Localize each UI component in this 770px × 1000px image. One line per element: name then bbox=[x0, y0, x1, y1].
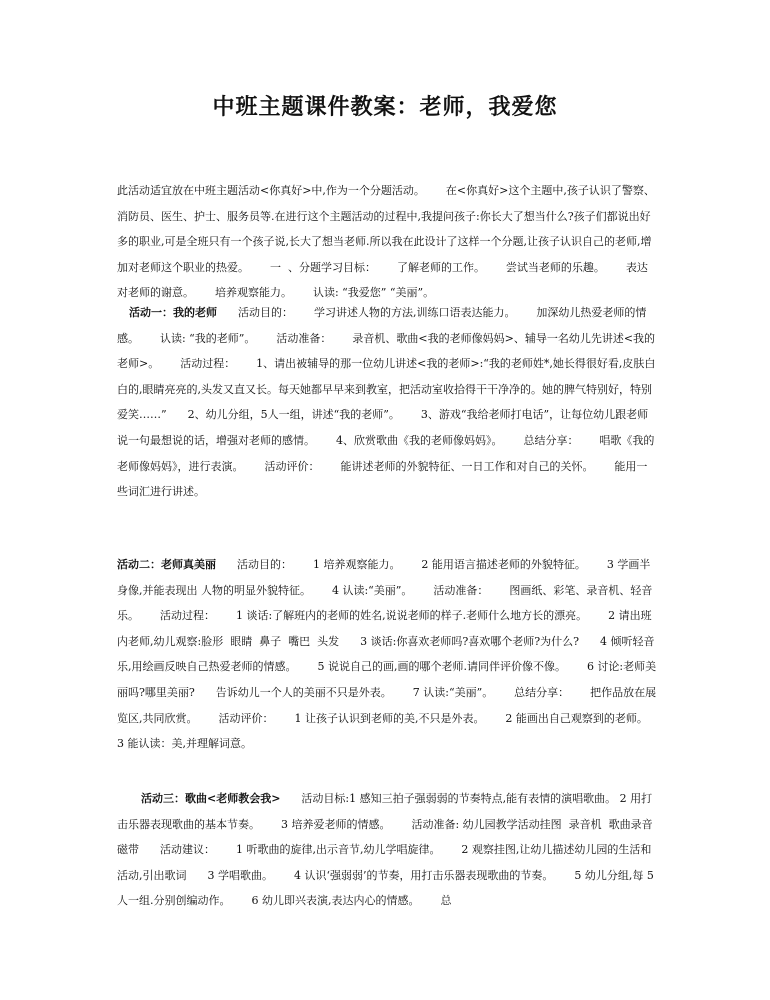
intro-text: 此活动适宜放在中班主题活动<你真好>中,作为一个分题活动。 在<你真好>这个主题中,孩子认识了警察、消防员、医生、护士、服务员等.在进行这个主题活动的过程中,我提问孩子:你长大了想当什么?孩子们都说出好多的职业,可是全班只有一个孩子说,长大了想当老师.所以我在此设计了这样一个分题,让孩子认识自己的老师,增加对老师这个职业的热爱。 一 、分题学习目标： 了解老师的工作。 尝试当老师的乐趣。 表达对老师的谢意。 培养观察能力。 认读: “我爱您” “美丽”。 bbox=[117, 184, 655, 300]
activity-two-paragraph bbox=[117, 552, 669, 757]
activity-three-text: 活动目标:1 感知三拍子强弱弱的节奏特点,能有表情的演唱歌曲。 2 用打击乐器表现歌曲的基本节奏。 3 培养爱老师的情感。 活动准备: 幼儿园教学活动挂图 录音机 歌曲录音磁带 活动建议： 1 听歌曲的旋律,出示音节,幼儿学唱旋律。 2 观察挂图,让幼儿描述幼儿园的生活和活动,引出歌词 3 学唱歌曲。 4 认识‘强弱弱’的节奏，用打击乐器表现歌曲的节奏。 5 幼儿分组,每 5 人一组.分别创编动作。 6 幼儿即兴表演,表达内心的情感。 总 bbox=[117, 792, 658, 908]
activity-one-heading: 活动一：我的老师 bbox=[129, 306, 217, 319]
intro-paragraph bbox=[117, 178, 657, 306]
activity-three-heading: 活动三：歌曲<老师教会我> bbox=[141, 792, 281, 805]
activity-one-paragraph bbox=[117, 300, 657, 505]
activity-two-heading: 活动二：老师真美丽 bbox=[117, 558, 216, 571]
activity-one-text: 活动目的： 学习讲述人物的方法,训练口语表达能力。 加深幼儿热爱老师的情感。 认读: “我的老师”。 活动准备： 录音机、歌曲<我的老师像妈妈>、辅导一名幼儿先讲述<我的老师>。 活动过程： 1、请出被辅导的那一位幼儿讲述<我的老师>:“我的老师姓*,她长得很好看,皮肤白白的,眼睛亮亮的,头发又直又长。每天她都早早来到教室，把活动室收拾得干干净净的。她的脾气特别好，特别爱笑……” 2、幼儿分组，5人一组，讲述“我的老师”。 3、游戏“我给老师打电话”，让每位幼儿跟老师说一句最想说的话，增强对老师的感情。 4、欣赏歌曲《我的老师像妈妈》。 总结分享： 唱歌《我的老师像妈妈》，进行表演。 活动评价： 能讲述老师的外貌特征、一日工作和对自己的关怀。 能用一些词汇进行讲述。 bbox=[117, 306, 656, 499]
activity-three-paragraph bbox=[117, 786, 657, 914]
document-title: 中班主题课件教案：老师，我爱您 bbox=[212, 95, 558, 120]
activity-two-text: 活动目的： 1 培养观察能力。 2 能用语言描述老师的外貌特征。 3 学画半身像,并能表现出 人物的明显外貌特征。 4 认读:“美丽”。 活动准备： 图画纸、彩笔、录音机、轻音乐。 活动过程： 1 谈话:了解班内的老师的姓名,说说老师的样子.老师什么地方长的漂亮。 2 请出班内老师,幼儿观察:脸形 眼睛 鼻子 嘴巴 头发 3 谈话:你喜欢老师吗?喜欢哪个老师?为什么? 4 倾听轻音乐,用绘画反映自己热爱老师的情感。 5 说说自己的画,画的哪个老师.请同伴评价像不像。 6 讨论:老师美丽吗?哪里美丽? 告诉幼儿一个人的美丽不只是外表。 7 认读:“美丽”。 总结分享： 把作品放在展览区,共同欣赏。 活动评价： 1 让孩子认识到老师的美,不只是外表。 2 能画出自己观察到的老师。 3 能认读：美,并理解词意。 bbox=[117, 558, 669, 751]
